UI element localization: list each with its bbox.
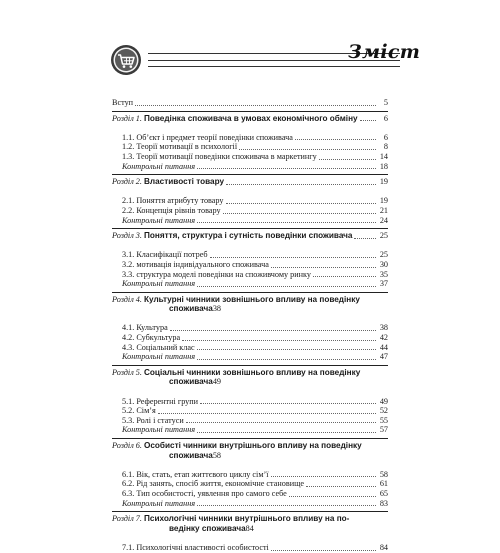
toc-page-number: 47 — [379, 352, 388, 362]
toc-page-number: 8 — [383, 142, 388, 152]
toc-page-number: 65 — [379, 488, 388, 498]
toc-subsection[interactable] — [112, 489, 388, 499]
toc-label: Вступ — [112, 98, 134, 107]
toc-subsection[interactable] — [112, 397, 388, 407]
table-of-contents — [112, 98, 388, 553]
leader-dots — [210, 256, 376, 258]
toc-subsection[interactable] — [112, 196, 388, 206]
toc-subsection[interactable] — [112, 543, 388, 553]
spacer — [112, 187, 388, 197]
header-rule — [148, 66, 400, 67]
leader-dots — [197, 358, 376, 360]
chapter-title-cont: споживача — [169, 377, 213, 387]
chapter-title: Поняття, структура і сутність поведінки споживача — [144, 231, 353, 241]
leader-dots — [197, 167, 376, 169]
toc-page-number: 84 — [245, 523, 254, 533]
leader-dots — [135, 104, 376, 106]
toc-label: 5.1. Референтні групи — [122, 396, 199, 406]
toc-label: 6.1. Вік, стать, етап життєвого циклу сім’ї — [122, 469, 269, 479]
spacer — [112, 123, 388, 133]
toc-label: Контрольні питання — [122, 352, 196, 362]
chapter-prefix: Розділ 1. — [112, 113, 142, 123]
toc-section — [112, 365, 388, 435]
spacer — [112, 460, 388, 470]
leader-dots — [182, 339, 376, 341]
chapter-title: Соціальні чинники зовнішнього впливу на поведінку — [144, 367, 361, 377]
toc-control-questions[interactable] — [112, 352, 388, 362]
toc-label: Контрольні питання — [122, 161, 196, 171]
toc-label: 6.3. Тип особистості, уявлення про самого себе — [122, 488, 287, 498]
toc-chapter-label — [112, 295, 360, 305]
toc-chapter-label — [112, 177, 224, 187]
chapter-title: Психологічні чинники внутрішнього впливу на по- — [144, 514, 350, 524]
chapter-title: Культурні чинники зовнішнього впливу на поведінку — [144, 294, 360, 304]
toc-chapter-label — [112, 114, 358, 124]
toc-page-number: 52 — [379, 406, 388, 416]
toc-page-number: 25 — [379, 250, 388, 260]
toc-page-number: 42 — [379, 333, 388, 343]
toc-page-number: 37 — [379, 279, 388, 289]
leader-dots — [226, 202, 376, 204]
toc-control-questions[interactable] — [112, 499, 388, 509]
toc-page-number: 84 — [379, 542, 388, 552]
toc-chapter-heading-cont[interactable] — [112, 377, 388, 387]
page-title: Зміст — [348, 41, 421, 63]
toc-chapter-heading[interactable] — [112, 177, 388, 187]
toc-subsection[interactable] — [112, 133, 388, 143]
toc-subsection[interactable] — [112, 406, 388, 416]
leader-dots — [295, 138, 376, 140]
leader-dots — [271, 549, 376, 551]
shopping-cart-logo-icon — [110, 44, 142, 76]
toc-subsection[interactable] — [112, 470, 388, 480]
toc-chapter-heading[interactable] — [112, 368, 388, 378]
toc-label: 1.3. Теорії мотивації поведінки споживача в маркетингу — [122, 151, 317, 161]
toc-label: 4.2. Субкультура — [122, 333, 181, 343]
leader-dots — [197, 348, 376, 350]
spacer — [112, 533, 388, 543]
toc-page-number: 24 — [379, 215, 388, 225]
toc-label: 5.3. Ролі і статуси — [122, 415, 184, 425]
leader-dots — [313, 275, 376, 277]
leader-dots — [197, 221, 376, 223]
leader-dots — [223, 212, 376, 214]
toc-section — [112, 511, 388, 552]
chapter-prefix: Розділ 5. — [112, 367, 142, 377]
leader-dots — [170, 329, 376, 331]
toc-label: 3.2. мотивація індивідуального споживача — [122, 259, 269, 269]
toc-page-number: 55 — [379, 415, 388, 425]
toc-subsection[interactable] — [112, 142, 388, 152]
leader-dots — [197, 431, 376, 433]
chapter-title: Властивості товару — [144, 177, 225, 187]
toc-page-number: 49 — [212, 377, 221, 387]
chapter-title-cont: споживача — [169, 450, 213, 460]
toc-chapter-label — [112, 231, 352, 241]
toc-chapter-heading-cont[interactable] — [112, 304, 388, 314]
toc-subsection[interactable] — [112, 260, 388, 270]
toc-chapter-label — [112, 514, 349, 524]
leader-dots — [271, 475, 376, 477]
toc-page-number: 18 — [379, 161, 388, 171]
toc-page-number: 49 — [379, 396, 388, 406]
toc-label: Контрольні питання — [122, 425, 196, 435]
toc-page-number: 30 — [379, 259, 388, 269]
chapter-prefix: Розділ 7. — [112, 514, 142, 524]
toc-label: Контрольні питання — [122, 215, 196, 225]
toc-control-questions[interactable] — [112, 216, 388, 226]
toc-label: 5.2. Сім’я — [122, 406, 156, 416]
toc-page-number: 44 — [379, 342, 388, 352]
leader-dots — [186, 421, 376, 423]
toc-label: 2.2. Концепція рівнів товару — [122, 205, 221, 215]
toc-label: Контрольні питання — [122, 279, 196, 289]
chapter-prefix: Розділ 4. — [112, 294, 142, 304]
chapter-title-cont: ведінку споживача — [169, 523, 246, 533]
toc-chapter-heading-cont[interactable] — [112, 524, 388, 534]
chapter-prefix: Розділ 2. — [112, 177, 142, 187]
toc-chapter-label — [112, 368, 360, 378]
toc-subsection[interactable] — [112, 323, 388, 333]
toc-chapter-heading[interactable] — [112, 441, 388, 451]
leader-dots — [306, 485, 376, 487]
toc-control-questions[interactable] — [112, 425, 388, 435]
toc-label: 6.2. Рід занять, спосіб життя, економічне становище — [122, 479, 305, 489]
toc-section — [112, 292, 388, 362]
toc-chapter-heading[interactable] — [112, 295, 388, 305]
toc-page-number: 57 — [379, 425, 388, 435]
toc-subsection[interactable] — [112, 479, 388, 489]
toc-label: 3.3. структура моделі поведінки на споживчому ринку — [122, 269, 311, 279]
toc-page-number: 61 — [379, 479, 388, 489]
chapter-title: Поведінка споживача в умовах економічного обміну — [144, 113, 358, 123]
toc-subsection[interactable] — [112, 343, 388, 353]
toc-label: 1.1. Об’єкт і предмет теорії поведінки споживача — [122, 132, 293, 142]
leader-dots — [319, 158, 376, 160]
toc-section — [112, 174, 388, 225]
toc-subsection[interactable] — [112, 270, 388, 280]
toc-control-questions[interactable] — [112, 162, 388, 172]
toc-chapter-heading[interactable] — [112, 514, 388, 524]
leader-dots — [360, 119, 376, 121]
leader-dots — [239, 148, 376, 150]
leader-dots — [289, 495, 376, 497]
toc-page-number: 21 — [379, 205, 388, 215]
toc-control-questions[interactable] — [112, 279, 388, 289]
leader-dots — [226, 183, 376, 185]
toc-subsection[interactable] — [112, 206, 388, 216]
toc-subsection[interactable] — [112, 416, 388, 426]
leader-dots — [200, 402, 376, 404]
toc-page-number: 5 — [383, 98, 388, 107]
toc-section — [112, 111, 388, 172]
leader-dots — [197, 285, 376, 287]
toc-label: 7.1. Психологічні властивості особистості — [122, 542, 269, 552]
toc-chapter-heading[interactable] — [112, 231, 388, 241]
toc-chapter-label — [112, 441, 362, 451]
toc-section — [112, 228, 388, 289]
toc-label: 2.1. Поняття атрибуту товару — [122, 196, 224, 206]
toc-subsection[interactable] — [112, 333, 388, 343]
toc-label: 3.1. Класифікації потреб — [122, 250, 208, 260]
toc-page-number: 25 — [379, 231, 388, 241]
toc-subsection[interactable] — [112, 152, 388, 162]
chapter-prefix: Розділ 6. — [112, 441, 142, 450]
toc-page-number: 14 — [379, 151, 388, 161]
toc-intro[interactable] — [112, 98, 388, 108]
toc-page-number: 35 — [379, 269, 388, 279]
toc-chapter-heading[interactable] — [112, 114, 388, 124]
chapter-prefix: Розділ 3. — [112, 231, 142, 241]
toc-page-number: 58 — [379, 469, 388, 479]
leader-dots — [197, 504, 376, 506]
leader-dots — [271, 266, 376, 268]
toc-page-number: 38 — [212, 304, 221, 314]
toc-page-number: 83 — [379, 498, 388, 508]
toc-page-number: 58 — [212, 450, 221, 460]
toc-chapter-heading-cont[interactable] — [112, 451, 388, 461]
toc-page-number: 19 — [379, 177, 388, 187]
toc-label: Контрольні питання — [122, 498, 196, 508]
toc-label: 4.3. Соціальний клас — [122, 342, 195, 352]
toc-label: 4.1. Культура — [122, 323, 168, 333]
spacer — [112, 387, 388, 397]
leader-dots — [354, 237, 376, 239]
toc-page-number: 6 — [383, 113, 388, 123]
spacer — [112, 241, 388, 251]
chapter-title-cont: споживача — [169, 304, 213, 314]
page-header — [0, 0, 500, 100]
toc-page-number: 6 — [383, 132, 388, 142]
toc-page-number: 19 — [379, 196, 388, 206]
leader-dots — [158, 412, 376, 414]
toc-page-number: 38 — [379, 323, 388, 333]
spacer — [112, 314, 388, 324]
toc-section — [112, 438, 388, 508]
toc-label: 1.2. Теорії мотивації в психології — [122, 142, 238, 152]
toc-subsection[interactable] — [112, 250, 388, 260]
chapter-title: Особисті чинники внутрішнього впливу на поведінку — [144, 441, 362, 450]
